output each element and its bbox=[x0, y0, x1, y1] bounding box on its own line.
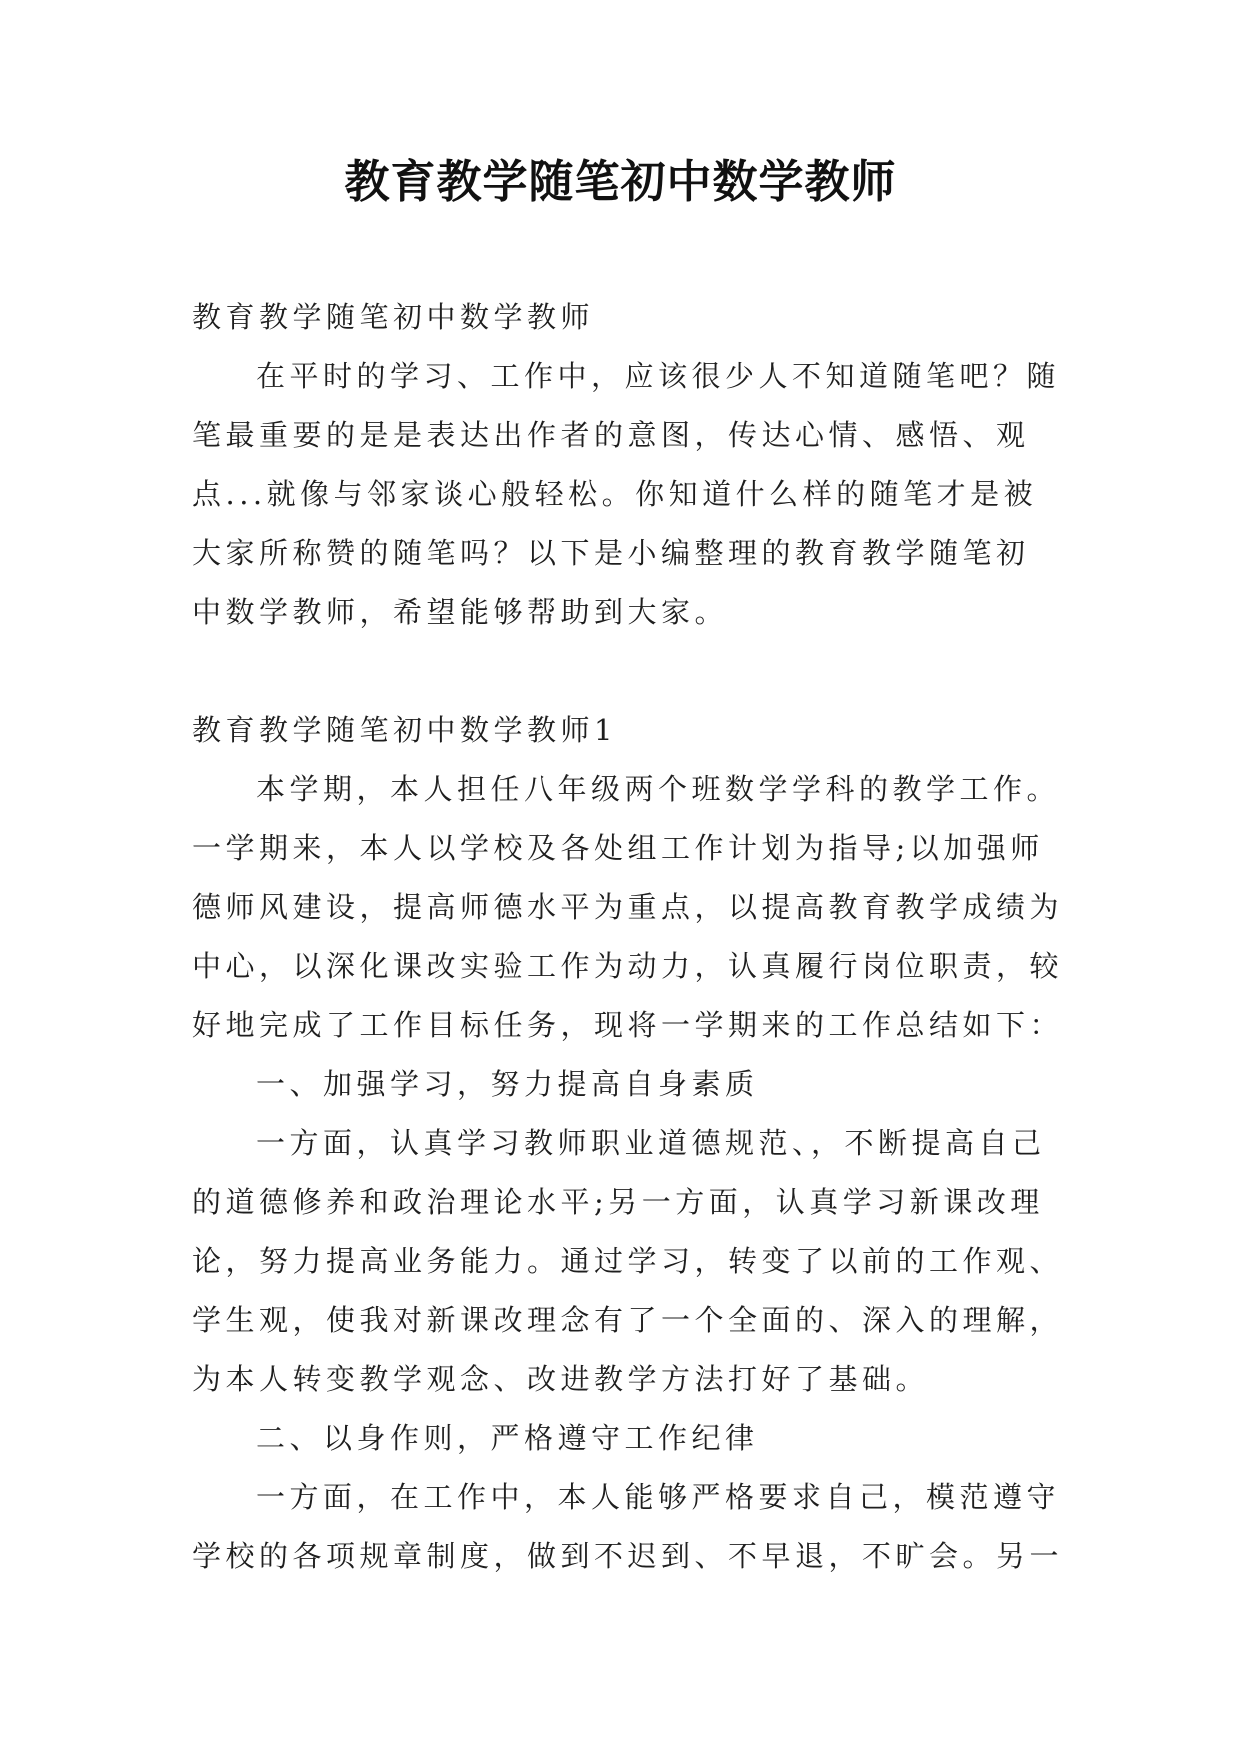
paragraph-line: 一方面，在工作中，本人能够严格要求自己，模范遵守 bbox=[256, 1480, 1061, 1514]
intro-line: 大家所称赞的随笔吗？以下是小编整理的教育教学随笔初 bbox=[192, 536, 1030, 570]
paragraph-gap bbox=[192, 642, 1052, 701]
intro-line: 笔最重要的是是表达出作者的意图，传达心情、感悟、观 bbox=[192, 418, 1030, 452]
paragraph-line: 好地完成了工作目标任务，现将一学期来的工作总结如下： bbox=[192, 1008, 1064, 1042]
document-body bbox=[192, 288, 1064, 1586]
intro-line: 中数学教师，希望能够帮助到大家。 bbox=[192, 595, 729, 629]
paragraph-line: 一学期来，本人以学校及各处组工作计划为指导;以加强师 bbox=[192, 831, 1044, 865]
section-heading: 教育教学随笔初中数学教师1 bbox=[192, 713, 617, 747]
intro-line: 在平时的学习、工作中，应该很少人不知道随笔吧？随 bbox=[256, 359, 1061, 393]
paragraph-line: 学校的各项规章制度，做到不迟到、不早退，不旷会。另一 bbox=[192, 1539, 1064, 1573]
paragraph-line: 论，努力提高业务能力。通过学习，转变了以前的工作观、 bbox=[192, 1244, 1064, 1278]
paragraph-line: 为本人转变教学观念、改进教学方法打好了基础。 bbox=[192, 1362, 930, 1396]
paragraph-line: 中心，以深化课改实验工作为动力，认真履行岗位职责，较 bbox=[192, 949, 1064, 983]
document-title: 教育教学随笔初中数学教师 bbox=[344, 155, 897, 208]
subheading: 二、以身作则，严格遵守工作纪律 bbox=[256, 1421, 759, 1455]
paragraph-line: 学生观，使我对新课改理念有了一个全面的、深入的理解， bbox=[192, 1303, 1064, 1337]
document-subtitle: 教育教学随笔初中数学教师 bbox=[192, 300, 595, 334]
paragraph-line: 一方面，认真学习教师职业道德规范、，不断提高自己 bbox=[256, 1126, 1046, 1160]
paragraph-line: 的道德修养和政治理论水平;另一方面，认真学习新课改理 bbox=[192, 1185, 1044, 1219]
paragraph-line: 德师风建设，提高师德水平为重点，以提高教育教学成绩为 bbox=[192, 890, 1064, 924]
intro-line: 点...就像与邻家谈心般轻松。你知道什么样的随笔才是被 bbox=[192, 477, 1038, 511]
subheading: 一、加强学习，努力提高自身素质 bbox=[256, 1067, 759, 1101]
paragraph-line: 本学期，本人担任八年级两个班数学学科的教学工作。 bbox=[256, 772, 1061, 806]
